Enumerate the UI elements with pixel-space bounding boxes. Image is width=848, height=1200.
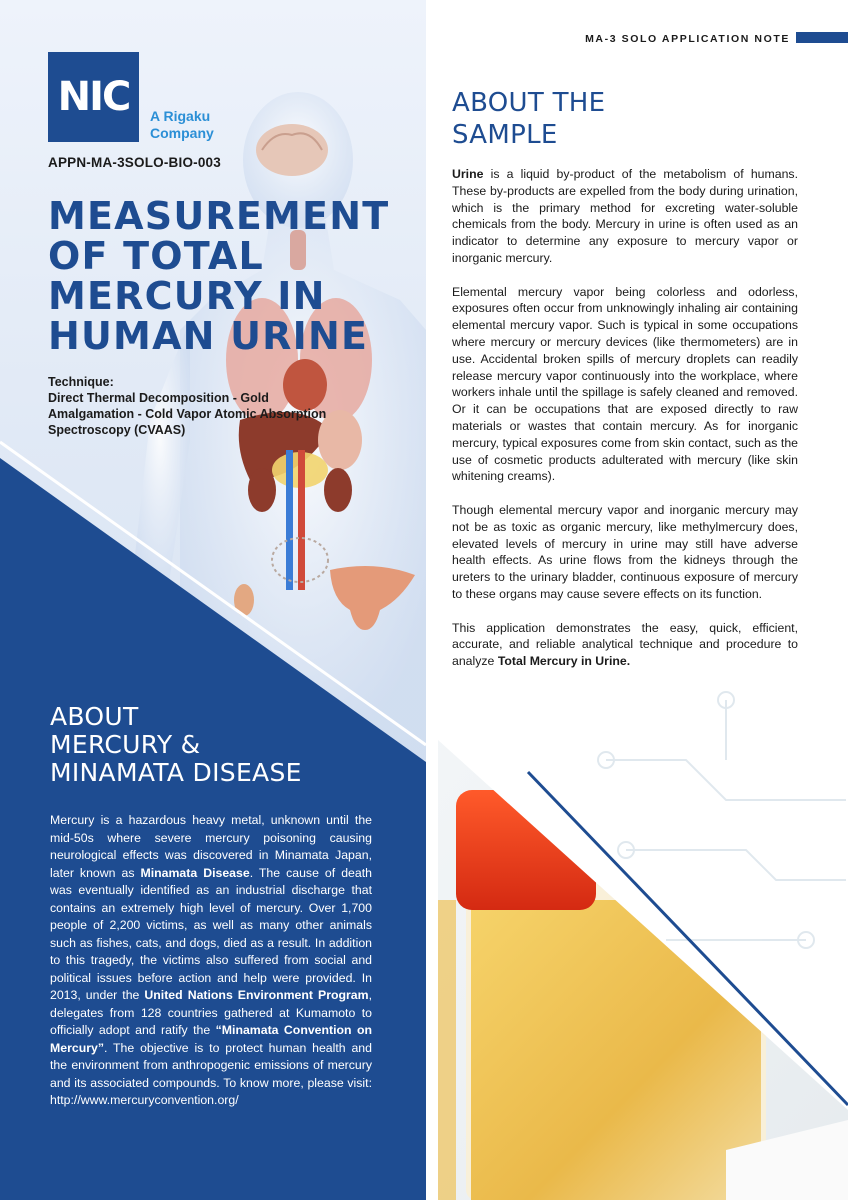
- minamata-disease-term: Minamata Disease: [140, 865, 250, 880]
- title-line: MERCURY IN: [48, 274, 326, 318]
- header-accent-bar: [796, 32, 848, 43]
- urine-term: Urine: [452, 167, 484, 181]
- rigaku-company-label: [150, 108, 214, 142]
- sample-paragraph: [452, 166, 798, 267]
- technique-block: [48, 374, 348, 438]
- about-sample-text: [452, 166, 798, 687]
- sample-paragraph: [452, 620, 798, 670]
- technique-text: Direct Thermal Decomposition - Gold Amalgamation - Cold Vapor Atomic Absorption Spectroscopy (CVAAS): [48, 391, 327, 437]
- application-note-label: MA-3 SOLO APPLICATION NOTE: [585, 33, 790, 45]
- sample-paragraph: Elemental mercury vapor being colorless and odorless, exposures often occur from unknowingly inhaling air containing elemental mercury vapor. Such is typical in some occupations where mercury or mercury devices (like thermometers) are in use. Accidental broken spills of mercury droplets can readily release mercury vapor continuously into the workplace, where workers inhale until the spillage is safely cleaned and removed. Or it can be occupations that are exposed directly to raw materials or wastes that contain mercury. As for inorganic mercury, typical exposures come from skin contact, such as the use of cosmetic products adulterated with mercury (like skin whitening creams).: [452, 284, 798, 484]
- document-code: APPN-MA-3SOLO-BIO-003: [48, 155, 221, 170]
- title-line: MEASUREMENT: [48, 194, 390, 238]
- sample-paragraph: Though elemental mercury vapor and inorganic mercury may not be as toxic as organic mercury, like methylmercury does, elevated levels of mercury in urine may still have adverse health effects. As urine flows from the kidneys through the ureters to the urinary bladder, continuous exposure of mercury to these organs may cause severe effects on its function.: [452, 502, 798, 601]
- sample-text-part: is a liquid by-product of the metabolism of humans. These by-products are expelled from the body during urination, which is the primary method for excreting water-soluble chemicals from the body. Mercury in urine is often used as an indicator to determine any exposure to mercury vapor or inorganic mercury.: [452, 167, 798, 265]
- technique-label: Technique:: [48, 375, 114, 389]
- logo-sub-line2: Company: [150, 125, 214, 141]
- about-mercury-heading: ABOUT MERCURY & MINAMATA DISEASE: [50, 702, 302, 787]
- logo-sub-line1: A Rigaku: [150, 108, 211, 124]
- mercury-text-part: Mercury is a hazardous heavy metal, unknown until the mid-50s where severe mercury poisoning causing neurological effects was discovered in Minamata Japan, later known as: [50, 813, 372, 880]
- sample-text-part: This application demonstrates the easy, quick, efficient, accurate, and reliable analytical technique and procedure to analyze: [452, 620, 798, 669]
- mercury-text-part: . The cause of death was eventually identified as an industrial discharge that contains an extremely high level of mercury. Over 1,700 people of 2,200 victims, as well as many other animals such as fishes, cats, and dogs, died as a result. In addition to this tragedy, the victims also suffered from social and political issues before action and help were provided. In 2013, under the: [50, 865, 372, 1002]
- nic-logo: [48, 52, 139, 142]
- logo-text: NIC: [57, 74, 130, 120]
- about-mercury-text: [50, 812, 372, 1110]
- minamata-convention-term: “Minamata Convention on Mercury”: [50, 1023, 372, 1055]
- unep-term: United Nations Environment Program: [144, 988, 369, 1002]
- about-sample-heading: ABOUT THE SAMPLE: [452, 88, 606, 150]
- mercury-text-part: , delegates from 128 countries gathered at Kumamoto to officially adopt and ratify the: [50, 988, 372, 1037]
- mercury-text-part: . The objective is to protect human health and the environment from anthropogenic emissions of mercury and its associated compounds. To know more, please visit: http://www.mercuryconvention.org/: [50, 1040, 372, 1107]
- title-line: OF TOTAL: [48, 234, 264, 278]
- total-mercury-term: Total Mercury in Urine.: [497, 654, 631, 669]
- title-line: HUMAN URINE: [48, 314, 369, 358]
- main-title: [48, 196, 418, 356]
